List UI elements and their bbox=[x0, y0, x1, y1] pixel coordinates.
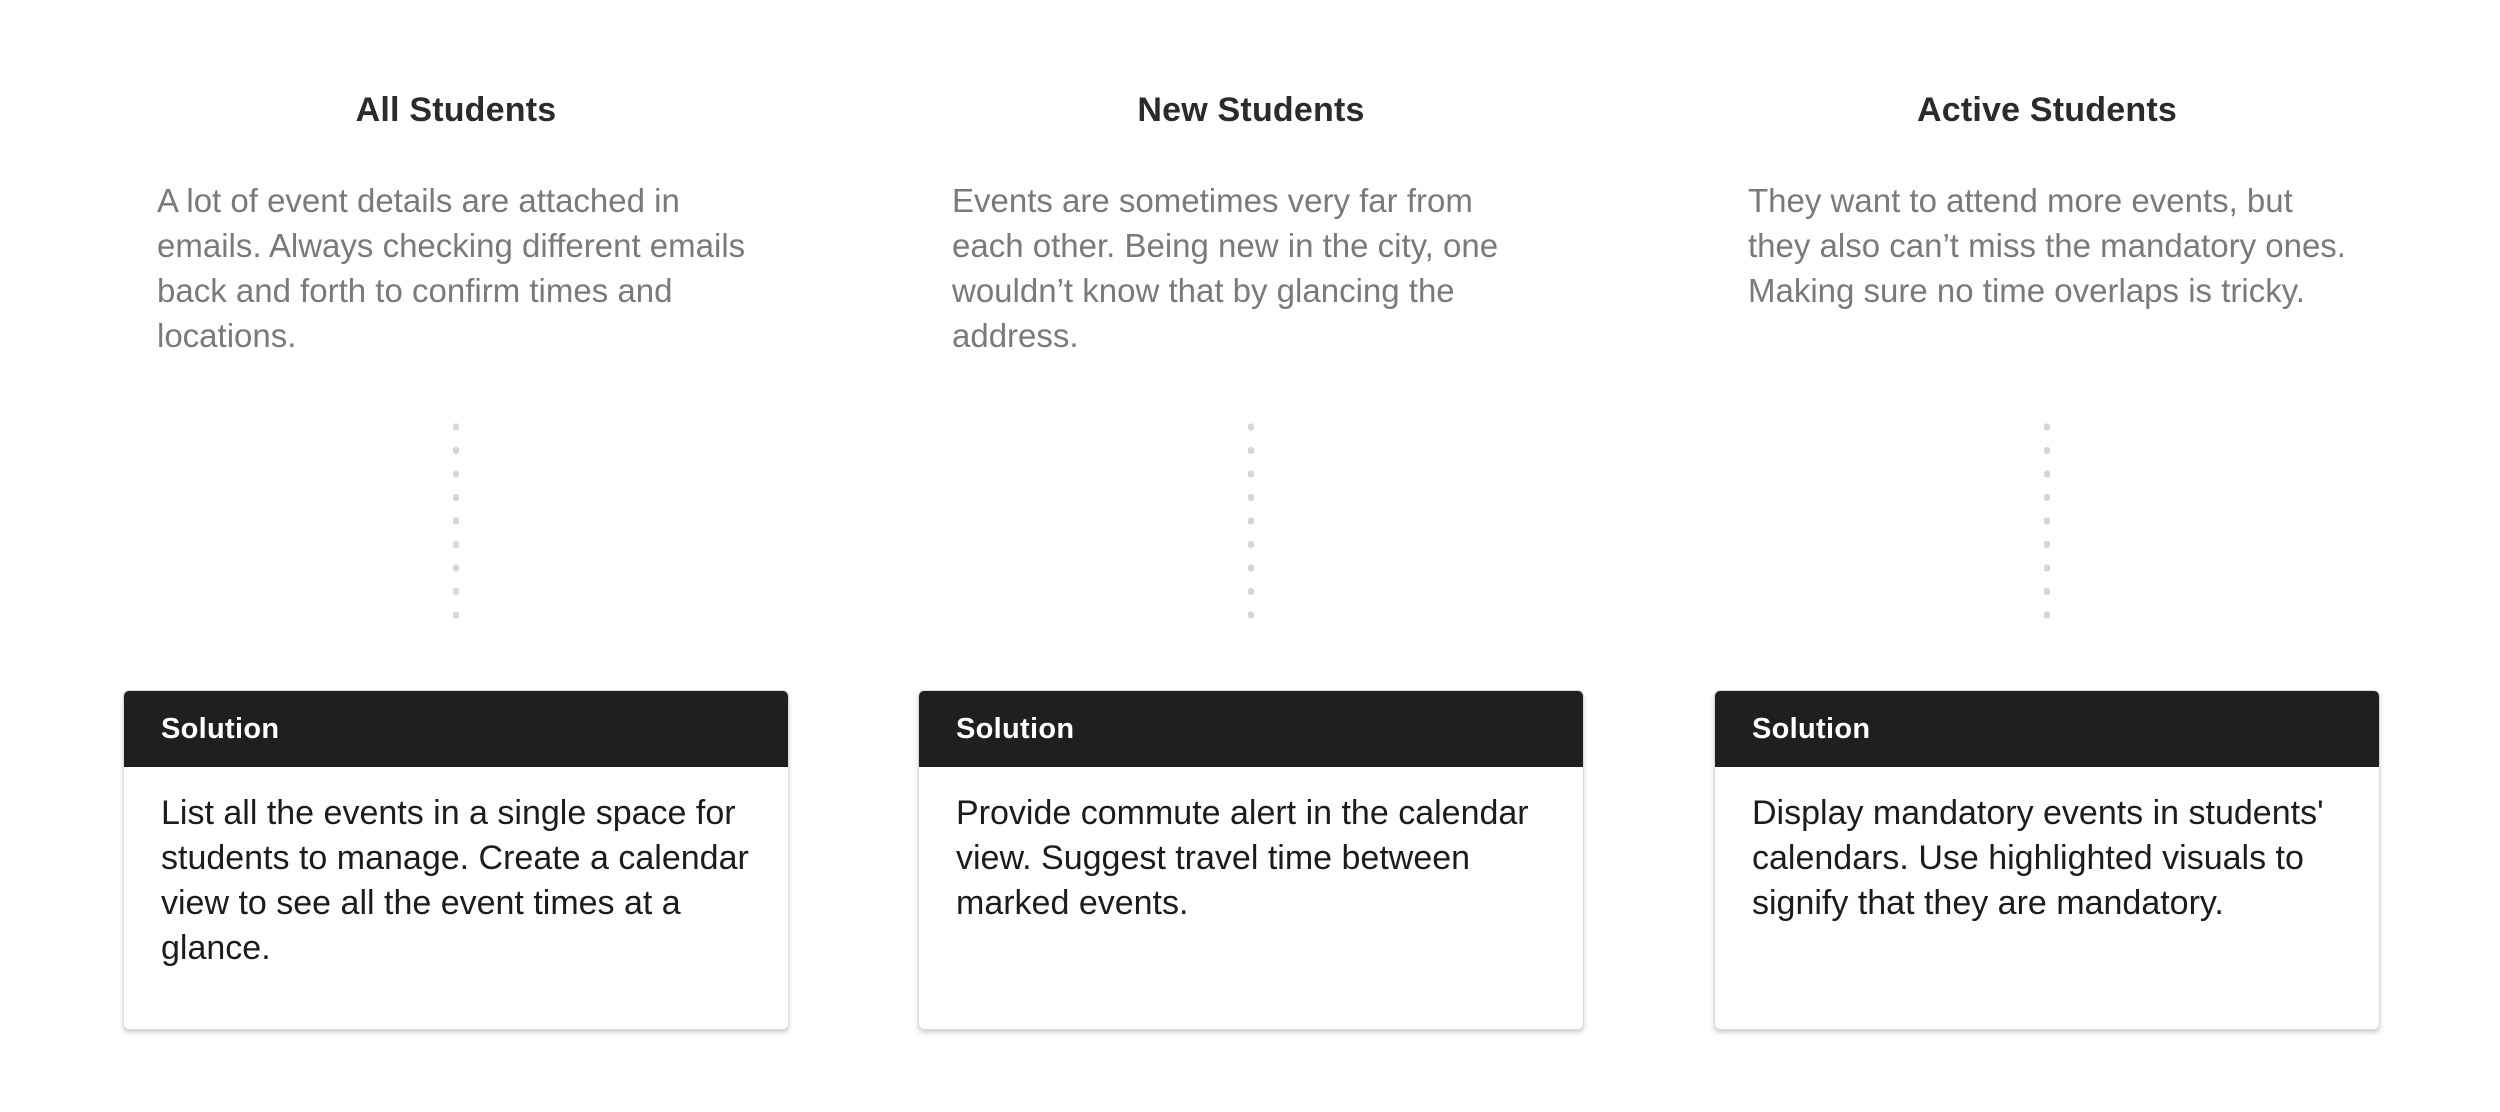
connector-dot bbox=[2044, 470, 2050, 477]
solution-card-text: Display mandatory events in students' calendars. Use highlighted visuals to signify that they are mandatory. bbox=[1752, 794, 2324, 922]
connector-dot bbox=[1248, 541, 1254, 548]
connector-dot bbox=[1248, 470, 1254, 477]
dotted-line-icon bbox=[2044, 423, 2050, 623]
solution-card-header: Solution bbox=[1715, 691, 2379, 767]
dotted-connector bbox=[453, 423, 459, 623]
connector-dot bbox=[453, 611, 459, 618]
connector-dot bbox=[2044, 564, 2050, 571]
column-active-students bbox=[1714, 0, 2380, 1112]
connector-dot bbox=[453, 470, 459, 477]
problem-description: Events are sometimes very far from each other. Being new in the city, one wouldn’t know that by glancing the address. bbox=[952, 182, 1499, 354]
connector-dot bbox=[1248, 494, 1254, 501]
connector-dot bbox=[453, 423, 459, 430]
connector-dot bbox=[1248, 423, 1254, 430]
column-title: New Students bbox=[1137, 91, 1365, 129]
solution-card-header: Solution bbox=[919, 691, 1583, 767]
connector-dot bbox=[2044, 541, 2050, 548]
connector-dot bbox=[453, 517, 459, 524]
connector-dot bbox=[1248, 517, 1254, 524]
dotted-line-icon bbox=[1248, 423, 1254, 623]
connector-dot bbox=[2044, 588, 2050, 595]
dotted-connector bbox=[1248, 423, 1254, 623]
connector-dot bbox=[2044, 423, 2050, 430]
column-new-students bbox=[918, 0, 1584, 1112]
column-title: All Students bbox=[355, 91, 557, 129]
problem-description: They want to attend more events, but they also can’t miss the mandatory ones. Making sure no time overlaps is tricky. bbox=[1748, 182, 2346, 309]
connector-dot bbox=[1248, 588, 1254, 595]
connector-dot bbox=[453, 447, 459, 454]
solution-card bbox=[1714, 690, 2380, 1030]
connector-dot bbox=[453, 541, 459, 548]
solution-card-text: Provide commute alert in the calendar view. Suggest travel time between marked events. bbox=[956, 794, 1529, 922]
solution-card-header: Solution bbox=[124, 691, 788, 767]
connector-dot bbox=[453, 588, 459, 595]
problem-description: A lot of event details are attached in emails. Always checking different emails back and forth to confirm times and locations. bbox=[157, 182, 746, 354]
solution-card bbox=[918, 690, 1584, 1030]
connector-dot bbox=[2044, 517, 2050, 524]
solution-card bbox=[123, 690, 789, 1030]
solution-card-text: List all the events in a single space for students to manage. Create a calendar view to see all the event times at a glance. bbox=[161, 794, 749, 967]
connector-dot bbox=[1248, 611, 1254, 618]
column-all-students bbox=[123, 0, 789, 1112]
dotted-line-icon bbox=[453, 423, 459, 623]
connector-dot bbox=[453, 564, 459, 571]
dotted-connector bbox=[2044, 423, 2050, 623]
connector-dot bbox=[1248, 564, 1254, 571]
connector-dot bbox=[2044, 447, 2050, 454]
connector-dot bbox=[453, 494, 459, 501]
connector-dot bbox=[2044, 494, 2050, 501]
column-title: Active Students bbox=[1917, 91, 2177, 129]
connector-dot bbox=[2044, 611, 2050, 618]
connector-dot bbox=[1248, 447, 1254, 454]
